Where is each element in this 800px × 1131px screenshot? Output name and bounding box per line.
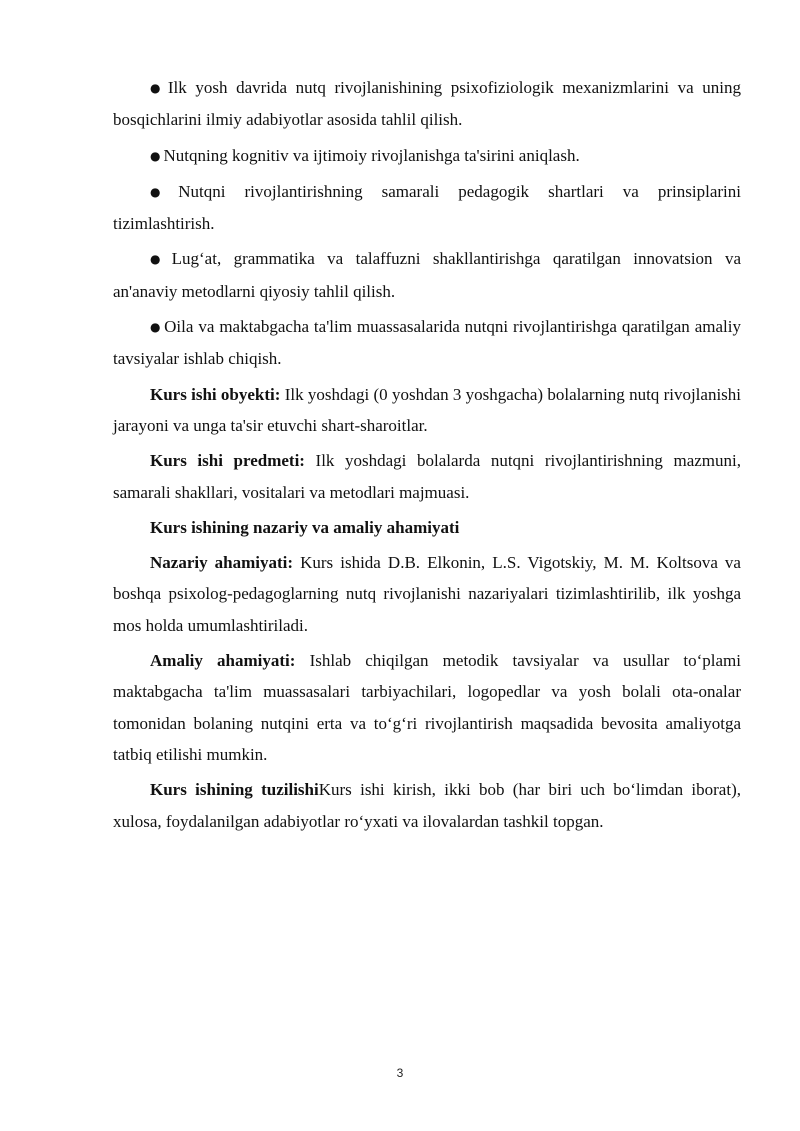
bullet-item [113,72,741,136]
subject-label: Kurs ishi predmeti: [150,451,305,471]
theoretical-paragraph [113,547,741,641]
bullet-text: Nutqning kognitiv va ijtimoiy rivojlanishga ta'sirini aniqlash. [163,145,580,165]
object-text: Ilk yoshdagi (0 yoshdan 3 yoshgacha) bolalarning nutq rivojlanishi jarayoni va unga ta'sir etuvchi shart-sharoitlar. [113,384,742,435]
bullet-text: Lug‘at, grammatika va talaffuzni shakllantirishga qaratilgan innovatsion va an'anaviy metodlarni qiyosiy tahlil qilish. [113,249,741,301]
object-paragraph [113,379,741,442]
practical-text: Ishlab chiqilgan metodik tavsiyalar va usullar to‘plami maktabgacha ta'lim muassasalari tarbiyachilari, logopedlar va yosh bolali ota-onalar tomonidan bolaning nutqini erta va to‘g‘ri rivojlantirish maqsadida bevosita amaliyotga tatbiq etilishi mumkin. [113,651,741,764]
page-number: 3 [396,1066,404,1080]
bullet-item [113,176,741,240]
subject-text: Ilk yoshdagi bolalarda nutqni rivojlantirishning mazmuni, samarali shakllari, vositalari va metodlari majmuasi. [113,451,741,502]
theoretical-label: Nazariy ahamiyati: [150,553,294,573]
subject-paragraph [113,445,741,508]
page-content [113,72,741,841]
bullet-text: Oila va maktabgacha ta'lim muassasalarida nutqni rivojlantirishga qaratilgan amaliy tavsiyalar ishlab chiqish. [113,317,741,369]
object-label: Kurs ishi obyekti: [150,384,281,404]
structure-text: Kurs ishi kirish, ikki bob (har biri uch bo‘limdan iborat), xulosa, foydalanilgan adabiyotlar ro‘yxati va ilovalardan tashkil topgan. [113,780,741,831]
significance-heading: Kurs ishining nazariy va amaliy ahamiyati [150,517,460,537]
bullet-icon: ● [150,81,165,95]
bullet-item [113,311,741,375]
bullet-icon: ● [150,148,161,163]
bullet-text: Nutqni rivojlantirishning samarali pedagogik shartlari va prinsiplarini tizimlashtirish. [113,181,741,234]
bullet-item [113,140,741,172]
structure-paragraph [113,774,741,837]
practical-paragraph [113,645,741,770]
practical-label: Amaliy ahamiyati: [150,651,296,671]
bullet-icon: ● [150,184,176,199]
bullet-text: Ilk yosh davrida nutq rivojlanishining psixofiziologik mexanizmlarini va uning bosqichlarini ilmiy adabiyotlar asosida tahlil qilish. [113,78,741,130]
theoretical-text: Kurs ishida D.B. Elkonin, L.S. Vigotskiy, M. M. Koltsova va boshqa psixolog-pedagoglarning nutq rivojlanishi nazariyalari tizimlashtirilib, ilk yoshga mos holda umumlashtiriladi. [113,553,741,635]
bullet-icon: ● [150,252,169,267]
bullet-icon: ● [150,320,162,335]
bullet-item [113,243,741,307]
structure-label: Kurs ishining tuzilishi [150,780,319,800]
